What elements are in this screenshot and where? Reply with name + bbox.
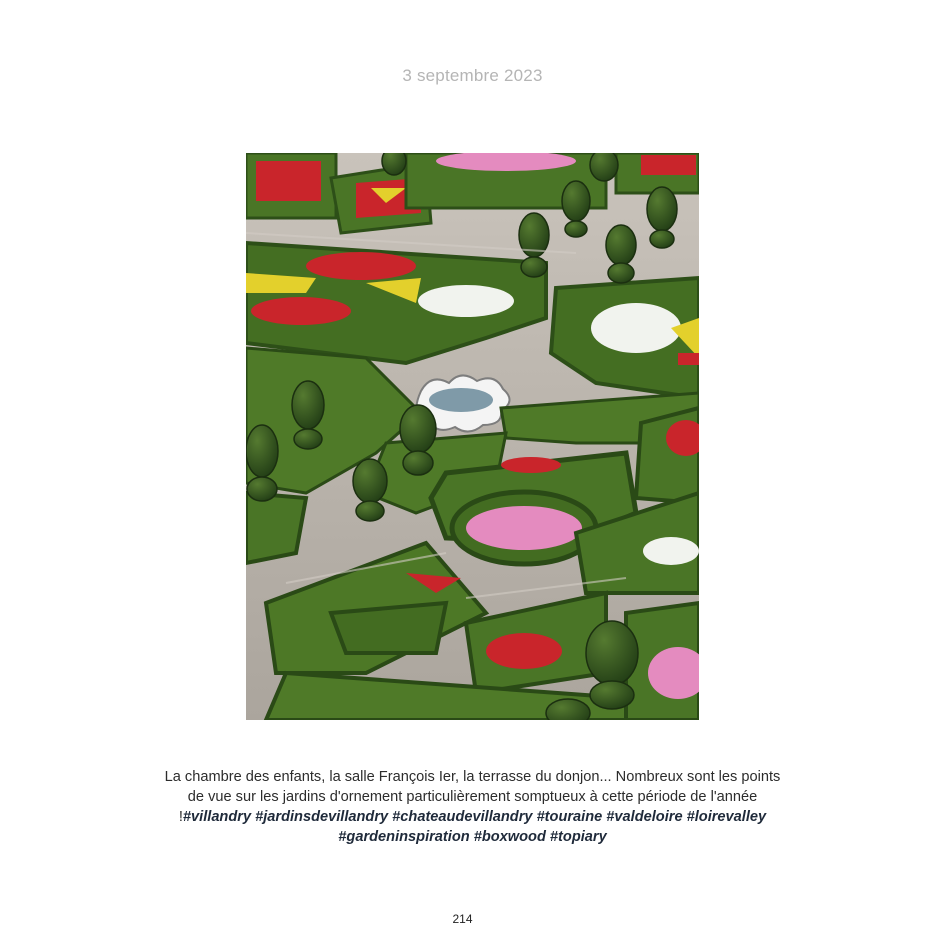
garden-illustration (246, 153, 699, 720)
caption-text: La chambre des enfants, la salle François Ier, la terrasse du donjon... Nombreux sont les points de vue sur les jardins d'ornement particulièrement somptueux à cette période de l'année ! (164, 769, 781, 825)
caption-hashtags: #villandry #jardinsdevillandry #chateaudevillandry #touraine #valdeloire #loirevalley #gardeninspiration #boxwood #topiary (182, 809, 767, 845)
page-date: 3 septembre 2023 (402, 66, 543, 85)
page-number: 214 (452, 912, 473, 926)
photo-caption (160, 767, 785, 847)
garden-photo (246, 153, 699, 720)
